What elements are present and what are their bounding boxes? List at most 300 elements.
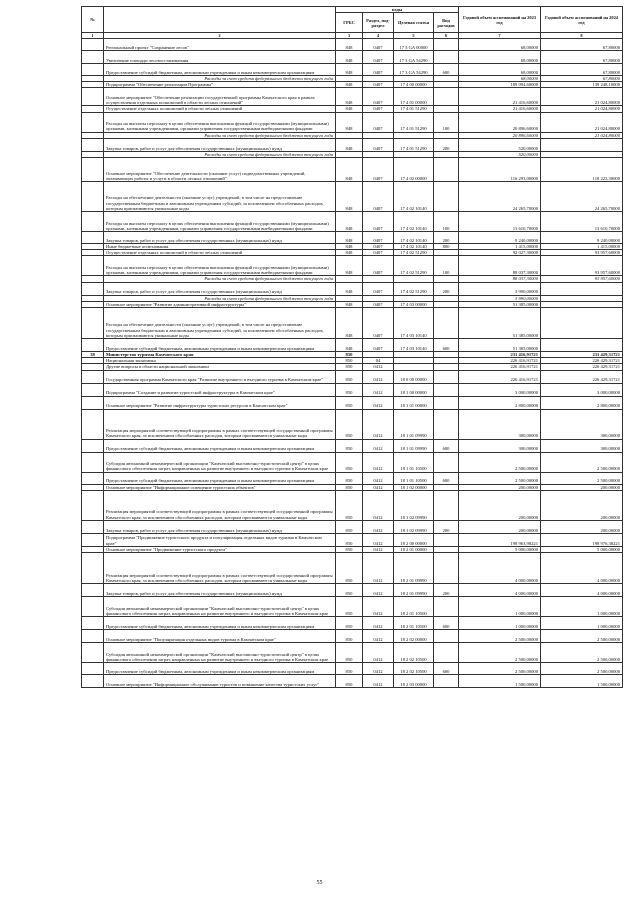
- row-csr: 17 4 02 10140: [394, 232, 434, 244]
- row-razdel: 0412: [363, 597, 394, 617]
- table-row: [82, 439, 623, 452]
- row-name: Предоставление субсидий бюджетным, автономным учреждениям и иным некоммерческим организациям: [104, 663, 336, 675]
- row-grbs: 848: [336, 301, 363, 307]
- row-name: Закупка товаров, работ и услуг для обеспечения государственных (муниципальных) нужд: [104, 584, 336, 597]
- row-number: [82, 490, 104, 520]
- row-vr: [434, 88, 459, 106]
- row-name: Предоставление субсидий бюджетным, автономным учреждениям и иным некоммерческим организациям: [104, 64, 336, 76]
- table-row: [82, 396, 623, 409]
- row-name: Подпрограмма "Создание и развитие туристской инфраструктуры в Камчатском крае": [104, 383, 336, 396]
- row-amount-2024: [541, 339, 623, 352]
- row-csr: 17 4 02 10140: [394, 212, 434, 232]
- row-grbs: 848: [336, 182, 363, 212]
- row-name: Расходы за счет средств федерального бюджета текущего года: [104, 276, 336, 282]
- row-csr: 18 1 00 00000: [394, 383, 434, 396]
- row-number: [82, 617, 104, 630]
- row-grbs: 850: [336, 364, 363, 370]
- row-amount-2023: 226 416,91721: [459, 370, 541, 383]
- col-index: 8: [541, 33, 623, 39]
- row-grbs: 848: [336, 244, 363, 250]
- table-body: [82, 39, 623, 688]
- row-vr: 100: [434, 212, 459, 232]
- row-csr: 18 1 01 09990: [394, 439, 434, 452]
- row-amount-2024: 226 429,31721: [541, 364, 623, 370]
- row-amount-2023: 300,00000: [459, 439, 541, 452]
- table-row: [82, 675, 623, 688]
- table-row: [82, 533, 623, 546]
- table-row: [82, 490, 623, 520]
- row-razdel: 0412: [363, 584, 394, 597]
- row-name: Региональный проект "Сохранение лесов": [104, 39, 336, 51]
- table-row: [82, 617, 623, 630]
- row-amount-2023: 4 000,00000: [459, 553, 541, 584]
- row-amount-2023: 51 385,00000: [459, 301, 541, 307]
- row-amount-2023: 189 094,60000: [459, 82, 541, 88]
- row-name: Закупка товаров, работ и услуг для обеспечения государственных (муниципальных) нужд: [104, 138, 336, 151]
- row-name: Основное мероприятие "Продвижение туристского продукта": [104, 546, 336, 552]
- row-razdel: 0412: [363, 452, 394, 472]
- row-amount-2023: 1 500,00000: [459, 675, 541, 688]
- row-amount-2023: 20 896,60000: [459, 132, 541, 138]
- row-name: Основное мероприятие "Обеспечение деятельности (оказание услуг) подведомственных учреждений, оказывающих работы и услуги в области лесных отношений": [104, 158, 336, 182]
- page-number: 55: [316, 880, 323, 886]
- row-name: Расходы на выплаты персоналу в целях обеспечения выполнения функций государственными (муниципальными) органами, казенными учреждениями, органами управления государственными внебюджетными фондами: [104, 212, 336, 232]
- row-razdel: 0412: [363, 409, 394, 439]
- row-vr: 600: [434, 663, 459, 675]
- table-row: [82, 112, 623, 132]
- row-vr: [434, 643, 459, 663]
- row-razdel: 0407: [363, 256, 394, 276]
- row-amount-2024: 21 024,80000: [541, 106, 623, 112]
- row-grbs: 850: [336, 584, 363, 597]
- row-csr: 17 4 03 00000: [394, 301, 434, 307]
- row-csr: 18 2 01 10500: [394, 617, 434, 630]
- row-amount-2023: 116 293,00000: [459, 158, 541, 182]
- row-number: [82, 533, 104, 546]
- row-razdel: 0407: [363, 82, 394, 88]
- row-razdel: 0407: [363, 212, 394, 232]
- row-csr: 18 1 02 09990: [394, 520, 434, 533]
- row-csr: 17 4 02 51290: [394, 282, 434, 295]
- row-razdel: 0412: [363, 546, 394, 552]
- row-grbs: 848: [336, 158, 363, 182]
- row-vr: 200: [434, 584, 459, 597]
- row-name: Субсидия автономной некоммерческой организации "Камчатский выставочно-туристический центр" в целях финансового обеспечения затрат, направленных на развитие внутреннего и въездного туризма в Камчатском крае: [104, 452, 336, 472]
- row-amount-2024: 2 800,00000: [541, 396, 623, 409]
- row-amount-2024: 67,80000: [541, 76, 623, 82]
- table-row: [82, 138, 623, 151]
- row-grbs: 848: [336, 138, 363, 151]
- row-razdel: 0407: [363, 88, 394, 106]
- row-vr: [434, 396, 459, 409]
- row-amount-2024: 21 024,80000: [541, 132, 623, 138]
- row-number: [82, 553, 104, 584]
- row-vr: [434, 409, 459, 439]
- row-grbs: 850: [336, 520, 363, 533]
- row-name: Государственная программа Камчатского края "Развитие внутреннего и въездного туризма в Камчатском крае": [104, 370, 336, 383]
- table-row: [82, 308, 623, 339]
- row-grbs: 850: [336, 396, 363, 409]
- table-row: [82, 212, 623, 232]
- row-number: [82, 138, 104, 151]
- table-row: [82, 520, 623, 533]
- row-csr: 17 4 01 00000: [394, 88, 434, 106]
- table-row: [82, 339, 623, 352]
- row-amount-2023: 1 000,00000: [459, 597, 541, 617]
- row-grbs: 850: [336, 617, 363, 630]
- row-grbs: 850: [336, 409, 363, 439]
- row-csr: 17 4 01 51290: [394, 106, 434, 112]
- row-csr: 18 2 01 09990: [394, 553, 434, 584]
- row-amount-2023: 51 385,00000: [459, 339, 541, 352]
- row-vr: [434, 533, 459, 546]
- row-amount-2024: 200,00000: [541, 490, 623, 520]
- row-grbs: 850: [336, 546, 363, 552]
- row-grbs: 848: [336, 339, 363, 352]
- row-grbs: 850: [336, 370, 363, 383]
- row-grbs: 850: [336, 490, 363, 520]
- row-grbs: 848: [336, 64, 363, 76]
- col-razdel-header: Раздел, под-раздел: [363, 13, 394, 33]
- row-number: [82, 675, 104, 688]
- row-grbs: 850: [336, 643, 363, 663]
- row-grbs: 848: [336, 250, 363, 256]
- row-number: [82, 308, 104, 339]
- row-name: Основное мероприятие "Популяризация отдельных видов туризма в Камчатском крае": [104, 630, 336, 643]
- row-razdel: 0412: [363, 370, 394, 383]
- row-razdel: 0412: [363, 484, 394, 490]
- row-amount-2024: 226 429,31721: [541, 358, 623, 364]
- row-csr: 17 4 01 51290: [394, 112, 434, 132]
- row-amount-2023: 200,00000: [459, 520, 541, 533]
- row-number: [82, 64, 104, 76]
- row-vr: 100: [434, 112, 459, 132]
- row-number: [82, 472, 104, 484]
- row-grbs: 848: [336, 282, 363, 295]
- row-amount-2024: [541, 308, 623, 339]
- row-csr: 18 2 02 00000: [394, 630, 434, 643]
- row-amount-2023: 226 416,91721: [459, 358, 541, 364]
- row-amount-2024: 9 240,00000: [541, 232, 623, 244]
- row-csr: 18 1 01 00000: [394, 396, 434, 409]
- row-grbs: 848: [336, 232, 363, 244]
- row-razdel: 0407: [363, 301, 394, 307]
- row-razdel: 0407: [363, 51, 394, 64]
- row-amount-2023: 92 027,30000: [459, 250, 541, 256]
- row-name: Основное мероприятие "Обеспечение реализации государственной программы Камчатского края в рамках осуществления отдельных полномочий в области лесных отношений": [104, 88, 336, 106]
- row-razdel: 0412: [363, 490, 394, 520]
- row-name: Увеличение площади лесовосстановления: [104, 51, 336, 64]
- col-index: 1: [82, 33, 104, 39]
- row-razdel: 0412: [363, 675, 394, 688]
- row-vr: [434, 51, 459, 64]
- row-razdel: 0407: [363, 112, 394, 132]
- row-amount-2023: 200,00000: [459, 490, 541, 520]
- row-amount-2023: 1 415,00000: [459, 244, 541, 250]
- row-number: [82, 597, 104, 617]
- row-vr: 600: [434, 617, 459, 630]
- row-amount-2023: 2 500,00000: [459, 630, 541, 643]
- row-name: Осуществление отдельных полномочий в области лесных отношений: [104, 250, 336, 256]
- row-amount-2023: 231 416,91721: [459, 352, 541, 358]
- row-grbs: 850: [336, 630, 363, 643]
- table-row: [82, 51, 623, 64]
- row-vr: [434, 630, 459, 643]
- row-number: [82, 39, 104, 51]
- row-razdel: 04: [363, 358, 394, 364]
- row-grbs: 848: [336, 39, 363, 51]
- row-amount-2023: 2 800,00000: [459, 396, 541, 409]
- row-grbs: 848: [336, 51, 363, 64]
- table-row: [82, 158, 623, 182]
- row-name: Закупка товаров, работ и услуг для обеспечения государственных (муниципальных) нужд: [104, 282, 336, 295]
- row-vr: [434, 383, 459, 396]
- row-amount-2023: 2 500,00000: [459, 643, 541, 663]
- col-index: 2: [104, 33, 336, 39]
- row-name: Основное мероприятие "Информационное освещение туристских объектов": [104, 484, 336, 490]
- col-2023-header: Годовой объем ассигнований на 2023 год: [459, 7, 541, 33]
- row-razdel: 0407: [363, 158, 394, 182]
- row-name: Субсидия автономной некоммерческой организации "Камчатский выставочно-туристический центр" в целях финансового обеспечения затрат, направленных на развитие внутреннего и въездного туризма в Камчатском крае: [104, 643, 336, 663]
- row-amount-2023: 24 265,70000: [459, 182, 541, 212]
- row-csr: 17 4 03 10140: [394, 308, 434, 339]
- row-amount-2024: 5 000,00000: [541, 546, 623, 552]
- row-name: Расходы на выплаты персоналу в целях обеспечения выполнения функций государственными (муниципальными) органами, казенными учреждениями, органами управления государственными внебюджетными фондами: [104, 256, 336, 276]
- row-number: [82, 409, 104, 439]
- row-razdel: 0407: [363, 250, 394, 256]
- table-row: [82, 409, 623, 439]
- row-razdel: 0412: [363, 439, 394, 452]
- row-amount-2024: 93 957,60000: [541, 250, 623, 256]
- row-csr: 17 3 GA 00000: [394, 39, 434, 51]
- row-vr: [434, 182, 459, 212]
- row-vr: 600: [434, 339, 459, 352]
- row-amount-2023: 13 610,70000: [459, 212, 541, 232]
- row-name: Субсидия автономной некоммерческой организации "Камчатский выставочно-туристический центр" в целях финансового обеспечения затрат, направленных на развитие внутреннего и въездного туризма в Камчатском крае: [104, 597, 336, 617]
- col-2024-header: Годовой объем ассигнований на 2024 год: [541, 7, 623, 33]
- row-csr: 17 4 02 10140: [394, 244, 434, 250]
- row-number: [82, 158, 104, 182]
- row-amount-2024: 67,80000: [541, 39, 623, 51]
- row-grbs: 850: [336, 352, 363, 358]
- row-number: [82, 282, 104, 295]
- row-number: [82, 212, 104, 232]
- row-vr: 600: [434, 64, 459, 76]
- row-name: Предоставление субсидий бюджетным, автономным учреждениям и иным некоммерческим организациям: [104, 439, 336, 452]
- col-index: 7: [459, 33, 541, 39]
- row-amount-2024: 67,80000: [541, 64, 623, 76]
- row-grbs: 848: [336, 112, 363, 132]
- budget-table: [81, 6, 623, 688]
- table-row: [82, 64, 623, 76]
- table-row: [82, 597, 623, 617]
- row-razdel: 0412: [363, 472, 394, 484]
- row-amount-2024: 300,00000: [541, 439, 623, 452]
- row-amount-2024: 2 500,00000: [541, 643, 623, 663]
- row-csr: 17 4 02 10140: [394, 182, 434, 212]
- row-csr: 17 4 01 51290: [394, 138, 434, 151]
- row-name: Расходы за счет средств федерального бюджета текущего года: [104, 76, 336, 82]
- row-number: [82, 370, 104, 383]
- row-amount-2024: 1 500,00000: [541, 675, 623, 688]
- row-grbs: 850: [336, 484, 363, 490]
- row-name: Закупка товаров, работ и услуг для обеспечения государственных (муниципальных) нужд: [104, 520, 336, 533]
- table-row: [82, 39, 623, 51]
- row-csr: 17 4 00 00000: [394, 82, 434, 88]
- row-csr: 17 4 02 00000: [394, 158, 434, 182]
- row-name: Расходы за счет средств федерального бюджета текущего года: [104, 132, 336, 138]
- row-razdel: 0407: [363, 232, 394, 244]
- row-vr: 200: [434, 232, 459, 244]
- row-vr: [434, 308, 459, 339]
- row-grbs: 850: [336, 472, 363, 484]
- row-name: Реализация мероприятий соответствующей подпрограммы в рамках соответствующей государственной программы Камчатского края, за исключением обособленных расходов, которым присваиваются уникальные коды: [104, 409, 336, 439]
- row-amount-2024: 139 248,10000: [541, 82, 623, 88]
- row-csr: 17 4 03 10140: [394, 339, 434, 352]
- row-name: Расходы на выплаты персоналу в целях обеспечения выполнения функций государственными (муниципальными) органами, казенными учреждениями, органами управления государственными внебюджетными фондами: [104, 112, 336, 132]
- row-number: [82, 112, 104, 132]
- row-name: Основное мероприятие "Развитие административной инфраструктуры": [104, 301, 336, 307]
- table-row: [82, 182, 623, 212]
- row-razdel: 0407: [363, 106, 394, 112]
- row-grbs: 850: [336, 597, 363, 617]
- row-number: [82, 88, 104, 106]
- row-name: Расходы на обеспечение деятельности (оказание услуг) учреждений, в том числе на предоставление государственным бюджетным и автономным учреждениям субсидий, за исключением обособленных расходов, которым присваиваются уникальные коды: [104, 182, 336, 212]
- row-amount-2023: 20 896,60000: [459, 112, 541, 132]
- row-grbs: 850: [336, 533, 363, 546]
- row-razdel: 0407: [363, 138, 394, 151]
- row-grbs: 850: [336, 439, 363, 452]
- row-name: Расходы за счет средств федерального бюджета текущего года: [104, 151, 336, 157]
- row-amount-2024: 226 429,31721: [541, 370, 623, 383]
- codes-header: коды: [336, 7, 459, 13]
- row-amount-2024: 1 415,00000: [541, 244, 623, 250]
- table-row: [82, 370, 623, 383]
- row-amount-2024: 4 000,00000: [541, 584, 623, 597]
- row-amount-2024: 118 223,30000: [541, 158, 623, 182]
- row-name: Предоставление субсидий бюджетным, автономным учреждениям и иным некоммерческим организациям: [104, 472, 336, 484]
- row-name: Расходы за счет средств федерального бюджета текущего года: [104, 295, 336, 301]
- row-razdel: 0412: [363, 643, 394, 663]
- row-grbs: 850: [336, 452, 363, 472]
- row-amount-2023: 200,00000: [459, 484, 541, 490]
- row-csr: 18 2 00 00000: [394, 533, 434, 546]
- row-amount-2024: 21 024,80000: [541, 88, 623, 106]
- row-amount-2024: 231 429,31721: [541, 352, 623, 358]
- row-number: [82, 51, 104, 64]
- row-razdel: 0412: [363, 533, 394, 546]
- row-amount-2024: 198 976,38221: [541, 533, 623, 546]
- row-vr: [434, 39, 459, 51]
- row-number: [82, 396, 104, 409]
- row-amount-2023: 2 500,00000: [459, 472, 541, 484]
- col-grbs-header: ГРБС: [336, 13, 363, 33]
- row-csr: 18 1 02 00000: [394, 484, 434, 490]
- row-amount-2024: 67,80000: [541, 51, 623, 64]
- row-amount-2023: 21 416,60000: [459, 88, 541, 106]
- row-number: [82, 663, 104, 675]
- row-amount-2023: 9 240,00000: [459, 232, 541, 244]
- row-grbs: 850: [336, 663, 363, 675]
- row-amount-2023: 68,00000: [459, 64, 541, 76]
- row-amount-2024: 1 000,00000: [541, 617, 623, 630]
- row-amount-2023: 88 037,30000: [459, 276, 541, 282]
- row-grbs: 848: [336, 256, 363, 276]
- row-razdel: 0412: [363, 617, 394, 630]
- row-amount-2023: 68,00000: [459, 39, 541, 51]
- row-csr: 18 1 02 09990: [394, 490, 434, 520]
- row-vr: [434, 553, 459, 584]
- row-name: Подпрограмма "Продвижение туристского продукта и популяризация отдельных видов туризма в Камчатском крае": [104, 533, 336, 546]
- row-csr: 18 0 00 00000: [394, 370, 434, 383]
- row-csr: 18 1 01 10500: [394, 472, 434, 484]
- row-name: Основное мероприятие "Развитие инфраструктуры туристских ресурсов в Камчатском крае": [104, 396, 336, 409]
- row-csr: 17 3 GA 54290: [394, 51, 434, 64]
- row-vr: [434, 675, 459, 688]
- row-razdel: 0412: [363, 364, 394, 370]
- row-name: Подпрограмма "Обеспечение реализации Программы": [104, 82, 336, 88]
- row-number: [82, 256, 104, 276]
- row-amount-2023: 4 000,00000: [459, 584, 541, 597]
- row-vr: [434, 370, 459, 383]
- row-razdel: 0412: [363, 663, 394, 675]
- row-vr: [434, 158, 459, 182]
- col-csr-header: Целевая статья: [394, 13, 434, 33]
- row-amount-2023: 88 037,30000: [459, 256, 541, 276]
- row-razdel: 0407: [363, 308, 394, 339]
- row-amount-2023: 51 385,00000: [459, 308, 541, 339]
- table-row: [82, 663, 623, 675]
- row-amount-2024: [541, 138, 623, 151]
- row-razdel: 0412: [363, 630, 394, 643]
- row-razdel: 0407: [363, 244, 394, 250]
- table-row: [82, 452, 623, 472]
- table-row: [82, 630, 623, 643]
- col-index: 3: [336, 33, 363, 39]
- row-csr: 18 2 01 10500: [394, 597, 434, 617]
- row-number: [82, 584, 104, 597]
- row-vr: 200: [434, 520, 459, 533]
- row-csr: 17 4 02 51290: [394, 256, 434, 276]
- row-amount-2024: 200,00000: [541, 484, 623, 490]
- row-name: Национальная экономика: [104, 358, 336, 364]
- table-header: [82, 7, 623, 39]
- row-amount-2023: 3 000,00000: [459, 383, 541, 396]
- row-csr: 18 2 01 00000: [394, 546, 434, 552]
- row-grbs: 850: [336, 553, 363, 584]
- row-name: Другие вопросы в области национальной экономики: [104, 364, 336, 370]
- row-amount-2023: 1 000,00000: [459, 617, 541, 630]
- row-grbs: 850: [336, 358, 363, 364]
- row-amount-2024: 300,00000: [541, 409, 623, 439]
- row-amount-2024: 21 024,80000: [541, 112, 623, 132]
- row-name: Предоставление субсидий бюджетным, автономным учреждениям и иным некоммерческим организациям: [104, 339, 336, 352]
- row-amount-2023: 2 500,00000: [459, 663, 541, 675]
- table-row: [82, 472, 623, 484]
- row-amount-2024: 2 500,00000: [541, 630, 623, 643]
- row-razdel: 0412: [363, 383, 394, 396]
- table-row: [82, 584, 623, 597]
- col-index: 4: [363, 33, 394, 39]
- row-amount-2024: 200,00000: [541, 520, 623, 533]
- row-amount-2024: 2 500,00000: [541, 663, 623, 675]
- row-amount-2024: 93 957,60000: [541, 256, 623, 276]
- row-amount-2023: 520,00000: [459, 138, 541, 151]
- table-row: [82, 256, 623, 276]
- col-name-header: [104, 7, 336, 33]
- row-name: Осуществление отдельных полномочий в области лесных отношений: [104, 106, 336, 112]
- row-amount-2024: 93 957,60000: [541, 276, 623, 282]
